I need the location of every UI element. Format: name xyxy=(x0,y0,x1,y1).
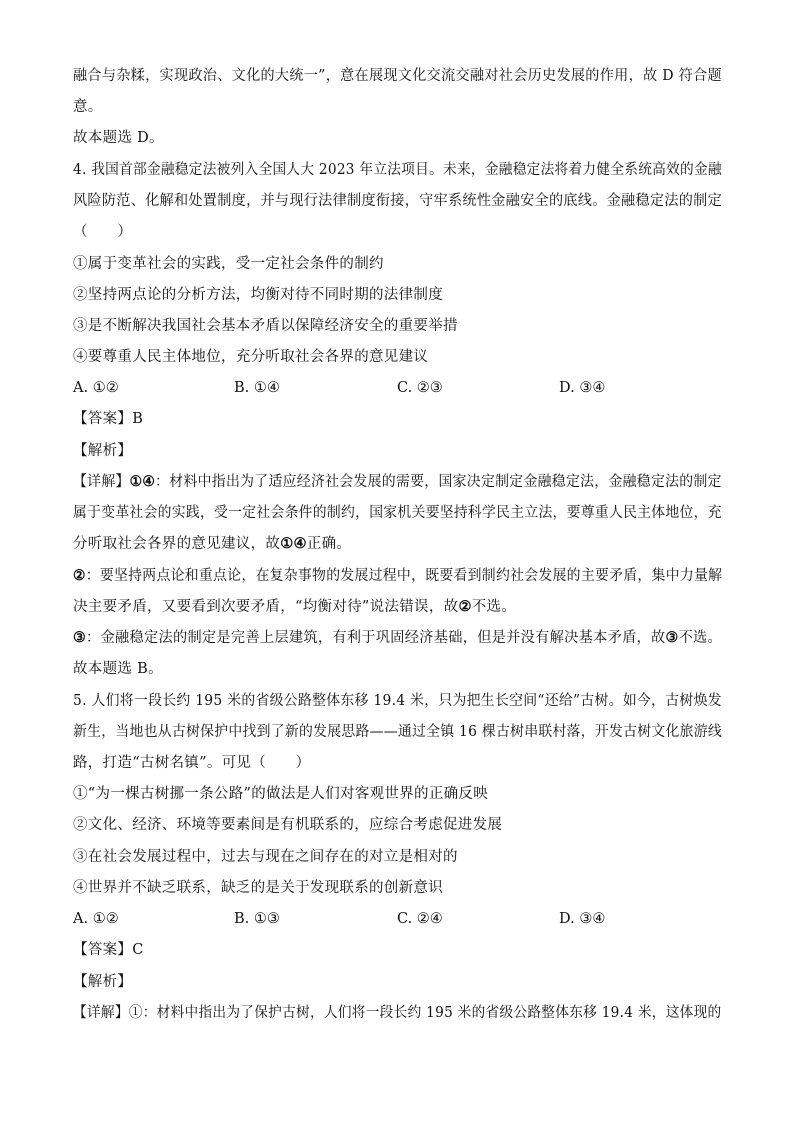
q4-detail-line: 属于变革社会的实践，受一定社会条件的制约，国家机关要坚持科学民主立法，要尊重人民主体地位，充 xyxy=(73,505,722,521)
detail-text: 不选。 xyxy=(471,599,517,615)
detail-label: 【详解】 xyxy=(73,474,130,490)
q4-analysis-label: 【解析】 xyxy=(73,443,133,459)
q4-detail-line xyxy=(73,628,722,648)
q4-statement-4: ④要尊重人民主体地位，充分听取社会各界的意见建议 xyxy=(73,349,429,365)
detail-label: 【详解】 xyxy=(73,1005,129,1021)
q5-analysis-label: 【解析】 xyxy=(73,974,133,990)
detail-marker: ①④ xyxy=(280,535,307,552)
q5-statement-3: ③在社会发展过程中，过去与现在之间存在的对立是相对的 xyxy=(73,849,458,865)
q4-detail-line xyxy=(73,534,351,554)
detail-marker: ③ xyxy=(665,629,679,646)
detail-marker: ③ xyxy=(73,629,87,646)
q5-detail-line xyxy=(73,1003,721,1023)
answer-value: B xyxy=(132,411,144,427)
q5-answer xyxy=(73,940,144,960)
detail-marker: ② xyxy=(73,567,86,584)
q3-conclusion: 故本题选 D。 xyxy=(73,130,164,146)
answer-label: 【答案】 xyxy=(73,411,133,427)
q4-detail-line xyxy=(73,566,722,586)
q4-conclusion: 故本题选 B。 xyxy=(73,661,163,677)
answer-value: C xyxy=(132,942,144,958)
q4-option-b: B. ①④ xyxy=(234,380,280,396)
q3-explanation-line: 意。 xyxy=(73,99,103,115)
q5-stem-line: 新生，当地也从古树保护中找到了新的发展思路——通过全镇 16 棵古树串联村落，开发古树文化旅游线 xyxy=(73,724,723,740)
detail-marker: ② xyxy=(458,598,472,615)
q4-stem-blank: （ ） xyxy=(73,224,133,240)
detail-text: ：材料中指出为了适应经济社会发展的需要，国家决定制定金融稳定法，金融稳定法的制定 xyxy=(155,474,722,490)
q5-option-b: B. ①③ xyxy=(234,911,280,927)
q4-option-a: A. ①② xyxy=(73,380,119,396)
q5-option-c: C. ②④ xyxy=(397,911,443,927)
q5-option-d: D. ③④ xyxy=(559,911,606,927)
q4-stem-line: 4. 我国首部金融稳定法被列入全国人大 2023 年立法项目。未来，金融稳定法将着力健全系统高效的金融 xyxy=(73,162,722,178)
detail-text: ：要坚持两点论和重点论，在复杂事物的发展过程中，既要看到制约社会发展的主要矛盾，集中力量解 xyxy=(85,568,723,584)
q5-statement-2: ②文化、经济、环境等要素间是有机联系的，应综合考虑促进发展 xyxy=(73,817,503,833)
q4-statement-2: ②坚持两点论的分析方法，均衡对待不同时期的法律制度 xyxy=(73,287,443,303)
q4-statement-3: ③是不断解决我国社会基本矛盾以保障经济安全的重要举措 xyxy=(73,318,458,334)
q4-option-d: D. ③④ xyxy=(559,380,606,396)
answer-label: 【答案】 xyxy=(73,942,133,958)
q4-option-c: C. ②③ xyxy=(397,380,443,396)
detail-text: 不选。 xyxy=(678,630,723,646)
q3-explanation-line: 融合与杂糅，实现政治、文化的大统一”，意在展现文化交流交融对社会历史发展的作用，故 D 符合题 xyxy=(73,68,722,84)
detail-text: 决主要矛盾，又要看到次要矛盾，“均衡对待”说法错误，故 xyxy=(73,599,459,615)
detail-marker: ①④ xyxy=(129,473,156,490)
q5-stem-line: 5. 人们将一段长约 195 米的省级公路整体东移 19.4 米，只为把生长空间“还给”古树。如今，古树焕发 xyxy=(73,693,722,709)
q4-statement-1: ①属于变革社会的实践，受一定社会条件的制约 xyxy=(73,256,384,272)
detail-text: ：金融稳定法的制定是完善上层建筑，有利于巩固经济基础，但是并没有解决基本矛盾，故 xyxy=(86,630,666,646)
q5-option-a: A. ①② xyxy=(73,911,119,927)
q4-answer xyxy=(73,409,143,429)
q4-detail-line xyxy=(73,597,516,617)
detail-text: ①：材料中指出为了保护古树，人们将一段长约 195 米的省级公路整体东移 19.4 米，这体现的 xyxy=(128,1005,722,1021)
q5-stem-line: 路，打造“古树名镇”。可见（ ） xyxy=(73,755,311,771)
q5-statement-4: ④世界并不缺乏联系，缺乏的是关于发现联系的创新意识 xyxy=(73,880,443,896)
q4-detail-line xyxy=(73,472,722,492)
detail-text: 正确。 xyxy=(306,536,352,552)
detail-text: 分听取社会各界的意见建议，故 xyxy=(73,536,281,552)
q4-stem-line: 风险防范、化解和处置制度，并与现行法律制度衔接，守牢系统性金融安全的底线。金融稳定法的制定 xyxy=(73,193,723,209)
q5-statement-1: ①“为一棵古树挪一条公路”的做法是人们对客观世界的正确反映 xyxy=(73,786,489,802)
